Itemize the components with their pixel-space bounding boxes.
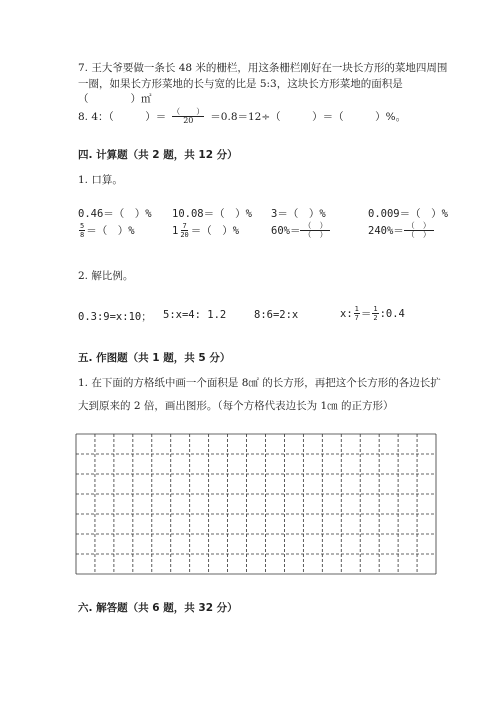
fraction: $\frac{7}{20}$ <box>180 222 189 239</box>
calc-row2-item1: $\frac{5}{8}$ ＝（ ）% <box>80 222 135 239</box>
proportion-4: x: $\frac{1}{7}$ ＝ $\frac{1}{2}$ :0.4 <box>340 305 405 322</box>
q8-fraction <box>172 108 204 125</box>
section4-q1-label: 1. 口算。 <box>78 174 123 186</box>
square-grid-paper[interactable] <box>75 433 437 575</box>
calc-row2-item3: 60%＝ $\frac{( )}{( )}$ <box>271 222 330 239</box>
proportion-3: 8:6=2:x <box>254 309 299 321</box>
blank-fraction: $\frac{( )}{( )}$ <box>300 222 330 239</box>
q8-fraction-numerator: （ ） <box>172 107 205 116</box>
q8-line <box>78 108 406 125</box>
calc-row1-item3: 3＝（ ）% <box>271 208 326 220</box>
proportion-2: 5:x=4: 1.2 <box>163 309 227 321</box>
calc-row2-item2: 1 $\frac{7}{20}$ ＝（ ）% <box>172 222 240 239</box>
proportion-1: 0.3:9=x:10； <box>78 311 152 323</box>
calc-row1-item2: 10.08＝（ ）% <box>172 208 252 220</box>
section4-q2-label: 2. 解比例。 <box>78 270 134 282</box>
blank-fraction: $\frac{( )}{( )}$ <box>404 222 434 239</box>
fraction: $\frac{1}{7}$ <box>354 305 359 322</box>
calc-row2-item4: 240%＝ $\frac{( )}{( )}$ <box>368 222 434 239</box>
fraction: $\frac{5}{8}$ <box>80 222 85 239</box>
q7-line1: 7. 王大爷要做一条长 48 米的栅栏，用这条栅栏刚好在一块长方形的菜地四周围 <box>78 62 448 74</box>
section5-line2: 大到原来的 2 倍，画出图形。（每个方格代表边长为 1㎝ 的正方形） <box>78 400 394 412</box>
section5-line1: 1. 在下面的方格纸中画一个面积是 8㎠ 的长方形，再把这个长方形的各边长扩 <box>78 377 441 389</box>
calc-row1-item1: 0.46＝（ ）% <box>78 208 152 220</box>
section6-title: 六. 解答题（共 6 题，共 32 分） <box>78 602 238 614</box>
q7-line2: 一圈，如果长方形菜地的长与宽的比是 5:3，这块长方形菜地的面积是 <box>78 78 403 90</box>
q8-fraction-denominator: 20 <box>183 116 194 125</box>
fraction: $\frac{1}{2}$ <box>373 305 378 322</box>
q8-prefix: 8. 4：（ ）＝ <box>78 111 167 123</box>
calc-row1-item4: 0.009＝（ ）% <box>368 208 448 220</box>
q7-line3: （ ）㎡ <box>78 93 152 105</box>
section5-title: 五. 作图题（共 1 题，共 5 分） <box>78 352 231 364</box>
section4-title: 四. 计算题（共 2 题，共 12 分） <box>78 149 238 161</box>
q8-suffix: ＝0.8＝12÷（ ）＝（ ）%。 <box>210 111 407 123</box>
